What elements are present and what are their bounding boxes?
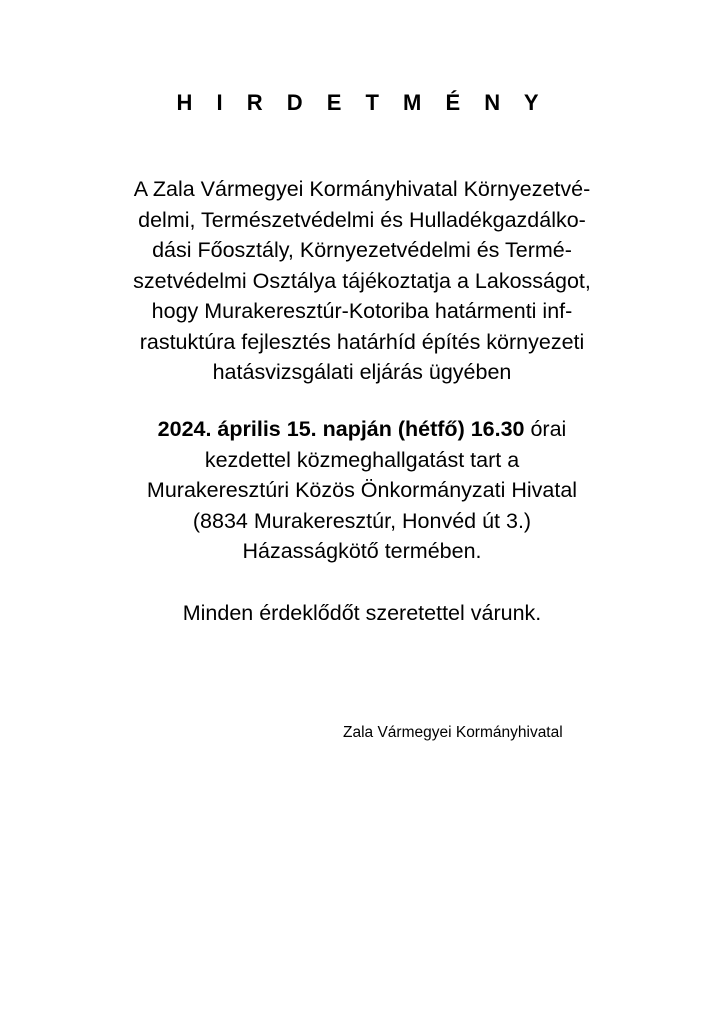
meeting-line: kezdettel közmeghallgatást tart a (204, 447, 520, 472)
meeting-date-time: 2024. április 15. napján (hétfő) 16.30 (157, 417, 525, 441)
intro-line: A Zala Vármegyei Kormányhivatal Környezetvé- (133, 177, 591, 201)
meeting-line: Házasságkötő termében. (242, 539, 482, 563)
meeting-line: Murakeresztúri Közös Önkormányzati Hivatal (146, 478, 578, 502)
signature: Zala Vármegyei Kormányhivatal (343, 724, 563, 741)
intro-line: szetvédelmi Osztálya tájékoztatja a Lakosságot, (133, 268, 591, 293)
meeting-paragraph (70, 414, 654, 567)
intro-line: rastuktúra fejlesztés határhíd építés környezeti (139, 329, 585, 354)
meeting-date-suffix: órai (524, 417, 567, 441)
intro-line: delmi, Természetvédelmi és Hulladékgazdálko- (138, 207, 586, 232)
meeting-date-line (70, 414, 654, 445)
intro-line: hatásvizsgálati eljárás ügyében (212, 360, 512, 384)
meeting-line: (8834 Murakeresztúr, Honvéd út 3.) (192, 508, 532, 533)
intro-paragraph (70, 174, 654, 388)
closing-line: Minden érdeklődőt szeretettel várunk. (182, 601, 542, 625)
intro-line: hogy Murakeresztúr-Kotoriba határmenti inf- (151, 299, 573, 323)
closing-paragraph (70, 598, 654, 629)
notice-title: H I R D E T M É N Y (176, 90, 548, 115)
intro-line: dási Főosztály, Környezetvédelmi és Termé- (152, 238, 572, 262)
